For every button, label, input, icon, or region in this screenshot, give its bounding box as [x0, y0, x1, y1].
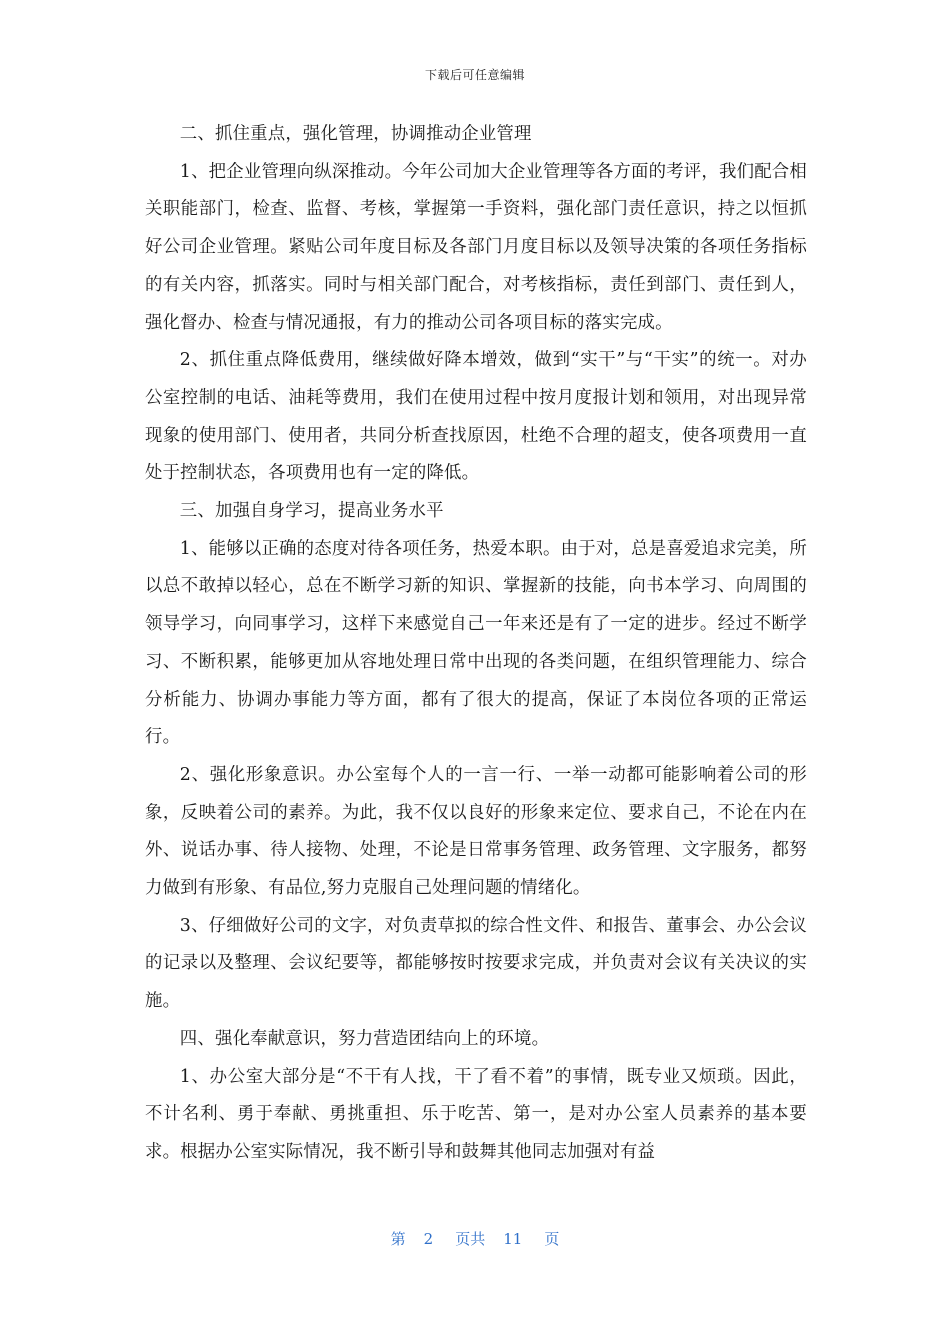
body-paragraph: 2、强化形象意识。办公室每个人的一言一行、一举一动都可能影响着公司的形象，反映着公司的素养。为此，我不仅以良好的形象来定位、要求自己，不论在内在外、说话办事、待人接物、处理，不论是日常事务管理、政务管理、文字服务，都努力做到有形象、有品位,努力克服自己处理问题的情绪化。 [145, 764, 807, 899]
body-paragraph: 1、办公室大部分是“不干有人找，干了看不着”的事情，既专业又烦琐。因此，不计名利、勇于奉献、勇挑重担、乐于吃苦、第一，是对办公室人员素养的基本要求。根据办公室实际情况，我不断引导和鼓舞其他同志加强对有益 [145, 1066, 807, 1162]
page-header: 下载后可任意编辑 [424, 68, 525, 82]
section-heading: 四、强化奉献意识，努力营造团结向上的环境。 [179, 1028, 550, 1049]
footer-current-page: 2 [423, 1230, 434, 1248]
body-paragraph: 3、仔细做好公司的文字，对负责草拟的综合性文件、和报告、董事会、办公会议的记录以及整理、会议纪要等，都能够按时按要求完成，并负责对会议有关决议的实施。 [145, 915, 807, 1012]
footer-suffix: 页 [544, 1230, 560, 1248]
footer-prefix: 第 [390, 1230, 406, 1248]
body-paragraph: 2、抓住重点降低费用，继续做好降本增效，做到“实干”与“干实”的统一。对办公室控制的电话、油耗等费用，我们在使用过程中按月度报计划和领用，对出现异常现象的使用部门、使用者，共同分析查找原因，杜绝不合理的超支，使各项费用一直处于控制状态，各项费用也有一定的降低。 [145, 350, 807, 484]
footer-middle: 页共 [455, 1230, 486, 1248]
document-body [145, 116, 807, 1172]
section-heading: 三、加强自身学习，提高业务水平 [179, 501, 444, 522]
page-footer [0, 1228, 950, 1249]
body-paragraph: 1、把企业管理向纵深推动。今年公司加大企业管理等各方面的考评，我们配合相关职能部门，检查、监督、考核，掌握第一手资料，强化部门责任意识，持之以恒抓好公司企业管理。紧贴公司年度目标及各部门月度目标以及领导决策的各项任务指标的有关内容，抓落实。同时与相关部门配合，对考核指标，责任到部门、责任到人，强化督办、检查与情况通报，有力的推动公司各项目标的落实完成。 [145, 161, 807, 333]
body-paragraph: 1、能够以正确的态度对待各项任务，热爱本职。由于对，总是喜爱追求完美，所以总不敢掉以轻心，总在不断学习新的知识、掌握新的技能，向书本学习、向周围的领导学习，向同事学习，这样下来感觉自己一年来还是有了一定的进步。经过不断学习、不断积累，能够更加从容地处理日常中出现的各类问题，在组织管理能力、综合分析能力、协调办事能力等方面，都有了很大的提高，保证了本岗位各项的正常运行。 [145, 538, 807, 748]
footer-total-pages: 11 [503, 1230, 523, 1248]
section-heading: 二、抓住重点，强化管理，协调推动企业管理 [179, 124, 532, 144]
